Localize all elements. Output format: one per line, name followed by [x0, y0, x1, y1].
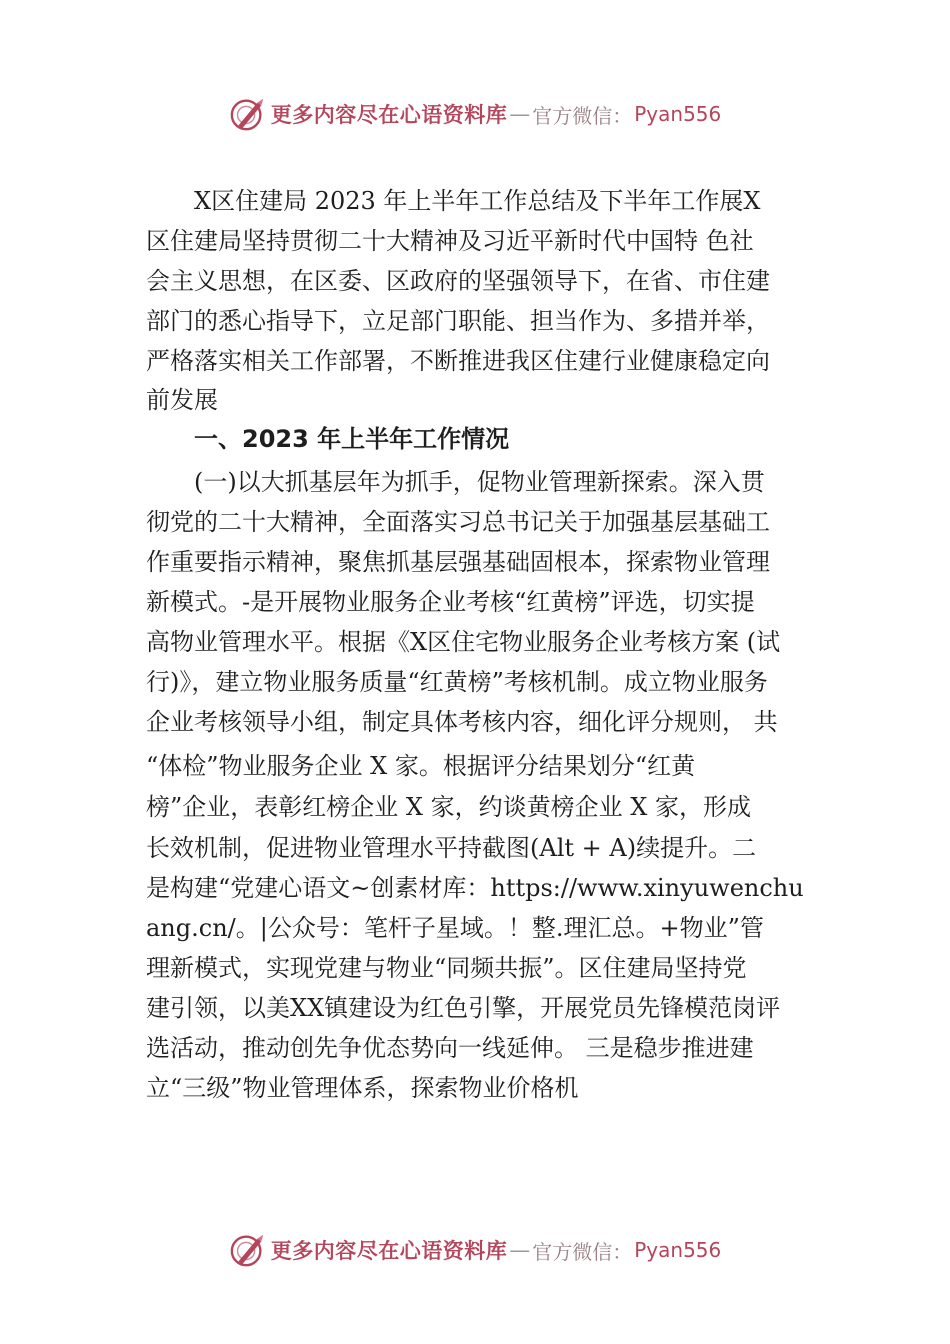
- watermark-wechat-label: 官方微信：: [532, 1239, 633, 1264]
- watermark-banner-top: [0, 92, 950, 136]
- watermark-site-name: 更多内容尽在心语资料库: [270, 102, 508, 127]
- doc-line: 理新模式，实现党建与物业“同频共振”。区住建局坚持党: [146, 954, 747, 982]
- doc-line: 选活动，推动创先争优态势向一线延伸。 三是稳步推进建: [146, 1034, 754, 1062]
- watermark-dash: —: [509, 102, 531, 126]
- watermark-wechat-id: Pyan556: [634, 1238, 722, 1262]
- doc-line: 彻党的二十大精神，全面落实习总书记关于加强基层基础工: [146, 508, 770, 536]
- watermark-banner-bottom: [0, 1228, 950, 1272]
- doc-line: 是构建“党建心语文~创素材库：https://www.xinyuwenchu: [146, 874, 804, 902]
- doc-line: ang.cn/。|公众号：笔杆子星域。！整.理汇总。+物业”管: [146, 914, 764, 942]
- watermark-site-name: 更多内容尽在心语资料库: [270, 1238, 508, 1263]
- doc-line: 会主义思想，在区委、区政府的坚强领导下，在省、市住建: [146, 267, 770, 295]
- doc-line: 企业考核领导小组，制定具体考核内容，细化评分规则， 共: [146, 708, 778, 736]
- pen-logo-icon: [229, 95, 267, 133]
- doc-line: (一)以大抓基层年为抓手，促物业管理新探索。深入贯: [194, 468, 765, 496]
- doc-line: 新模式。-是开展物业服务企业考核“红黄榜”评选，切实提: [146, 588, 755, 616]
- watermark-wechat-id: Pyan556: [634, 102, 722, 126]
- doc-line: 部门的悉心指导下，立足部门职能、担当作为、多措并举，: [146, 307, 770, 335]
- doc-line: 前发展: [146, 386, 218, 414]
- doc-title-line: X区住建局 2023 年上半年工作总结及下半年工作展X: [194, 187, 761, 215]
- watermark-wechat-label: 官方微信：: [532, 103, 633, 128]
- watermark-dash: —: [509, 1238, 531, 1262]
- doc-line: 严格落实相关工作部署，不断推进我区住建行业健康稳定向: [146, 347, 770, 375]
- doc-line: 行)》，建立物业服务质量“红黄榜”考核机制。成立物业服务: [146, 668, 768, 696]
- doc-line: 区住建局坚持贯彻二十大精神及习近平新时代中国特 色社: [146, 227, 754, 255]
- doc-line: 立“三级”物业管理体系，探索物业价格机: [146, 1074, 579, 1102]
- pen-logo-icon: [229, 1231, 267, 1269]
- section-heading: 一、2023 年上半年工作情况: [194, 425, 510, 453]
- doc-line: “体检”物业服务企业 X 家。根据评分结果划分“红黄: [146, 752, 696, 780]
- doc-line: 榜”企业，表彰红榜企业 X 家，约谈黄榜企业 X 家，形成: [146, 793, 751, 821]
- doc-line: 建引领，以美XX镇建设为红色引擎，开展党员先锋模范岗评: [146, 994, 781, 1022]
- doc-line: 高物业管理水平。根据《X区住宅物业服务企业考核方案 (试: [146, 628, 781, 656]
- doc-line: 长效机制，促进物业管理水平持截图(Alt + A)续提升。二: [146, 834, 757, 862]
- doc-line: 作重要指示精神，聚焦抓基层强基础固根本，探索物业管理: [146, 548, 770, 576]
